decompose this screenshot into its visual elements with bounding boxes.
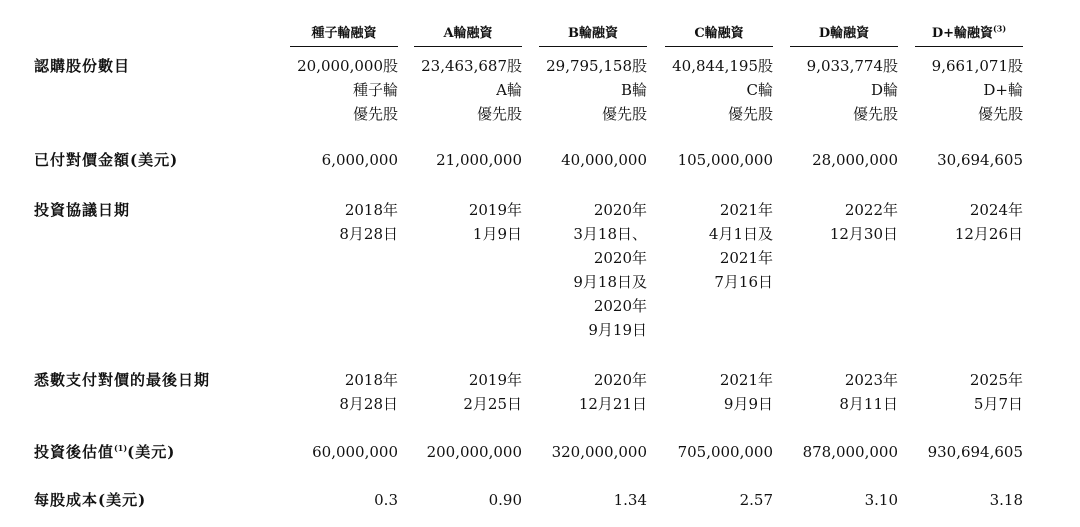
- cell-line: 930,694,605: [927, 443, 1023, 461]
- cell-line: 7月16日: [714, 273, 773, 291]
- cell-line: C輪: [746, 81, 773, 99]
- cell-line: 0.90: [488, 491, 522, 509]
- table-cell: [778, 198, 898, 246]
- column-header: [539, 24, 647, 47]
- cell-line: 20,000,000股: [297, 57, 398, 75]
- column-header-label: B輪融資: [568, 26, 618, 41]
- column-header: [915, 24, 1023, 47]
- table-cell: [527, 368, 647, 416]
- table-cell: [778, 440, 898, 464]
- row-label-suffix: (美元): [127, 443, 176, 461]
- table-cell: [903, 488, 1023, 512]
- cell-line: 8月28日: [339, 395, 398, 413]
- table-cell: [527, 198, 647, 342]
- cell-line: 8月11日: [839, 395, 898, 413]
- cell-line: 60,000,000: [312, 443, 398, 461]
- footnote-marker: (1): [114, 443, 128, 453]
- cell-line: 種子輪: [352, 81, 398, 99]
- cell-line: 3.10: [864, 491, 898, 509]
- cell-line: 23,463,687股: [421, 57, 522, 75]
- row-label: [34, 368, 210, 392]
- table-cell: [278, 488, 398, 512]
- table-cell: [778, 54, 898, 126]
- table-cell: [653, 440, 773, 464]
- cell-line: 優先股: [852, 105, 898, 123]
- column-header-label: D+輪融資: [931, 26, 994, 41]
- cell-line: 優先股: [977, 105, 1023, 123]
- table-cell: [527, 148, 647, 172]
- cell-line: D輪: [870, 81, 898, 99]
- table-cell: [402, 440, 522, 464]
- cell-line: 3月18日、: [573, 225, 647, 243]
- column-header: [790, 24, 898, 47]
- cell-line: 3.18: [989, 491, 1023, 509]
- table-cell: [278, 368, 398, 416]
- cell-line: 2025年: [969, 371, 1023, 389]
- row-label: [34, 148, 178, 172]
- table-cell: [527, 54, 647, 126]
- cell-line: 2021年: [719, 249, 773, 267]
- cell-line: 200,000,000: [426, 443, 522, 461]
- cell-line: 705,000,000: [677, 443, 773, 461]
- column-header-label: 種子輪融資: [311, 26, 377, 41]
- cell-line: 優先股: [727, 105, 773, 123]
- cell-line: 優先股: [352, 105, 398, 123]
- row-label: [34, 440, 175, 464]
- cell-line: 2019年: [468, 201, 522, 219]
- cell-line: 8月28日: [339, 225, 398, 243]
- cell-line: 28,000,000: [812, 151, 898, 169]
- column-header-label: D輪融資: [818, 26, 870, 41]
- cell-line: 105,000,000: [677, 151, 773, 169]
- table-cell: [903, 198, 1023, 246]
- table-cell: [278, 440, 398, 464]
- cell-line: 12月26日: [954, 225, 1023, 243]
- cell-line: 9,661,071股: [931, 57, 1023, 75]
- cell-line: 4月1日及: [708, 225, 773, 243]
- cell-line: 優先股: [476, 105, 522, 123]
- cell-line: 2020年: [593, 249, 647, 267]
- cell-line: 5月7日: [973, 395, 1023, 413]
- table-cell: [402, 148, 522, 172]
- cell-line: 40,000,000: [561, 151, 647, 169]
- table-cell: [653, 368, 773, 416]
- row-label-text: 投資協議日期: [34, 201, 131, 219]
- column-header-label: A輪融資: [443, 26, 493, 41]
- cell-line: 1.34: [613, 491, 647, 509]
- table-cell: [402, 198, 522, 246]
- row-label-text: 悉數支付對價的最後日期: [34, 371, 211, 389]
- column-header: [290, 24, 398, 47]
- cell-line: 2021年: [719, 371, 773, 389]
- cell-line: 9月18日及: [573, 273, 647, 291]
- table-cell: [653, 198, 773, 294]
- cell-line: B輪: [620, 81, 647, 99]
- column-header-label: C輪融資: [694, 26, 744, 41]
- footnote-marker: (3): [993, 23, 1007, 34]
- cell-line: 優先股: [601, 105, 647, 123]
- cell-line: 2月25日: [463, 395, 522, 413]
- table-cell: [778, 148, 898, 172]
- row-label: [34, 54, 130, 78]
- table-cell: [903, 368, 1023, 416]
- cell-line: 2022年: [844, 201, 898, 219]
- cell-line: 2020年: [593, 371, 647, 389]
- table-cell: [653, 488, 773, 512]
- cell-line: 6,000,000: [321, 151, 398, 169]
- cell-line: 2020年: [593, 201, 647, 219]
- table-cell: [402, 368, 522, 416]
- cell-line: 30,694,605: [937, 151, 1023, 169]
- table-cell: [653, 54, 773, 126]
- table-cell: [278, 198, 398, 246]
- cell-line: 1月9日: [472, 225, 522, 243]
- cell-line: 2023年: [844, 371, 898, 389]
- table-cell: [402, 54, 522, 126]
- table-cell: [778, 368, 898, 416]
- column-header: [414, 24, 522, 47]
- table-cell: [278, 148, 398, 172]
- cell-line: D+輪: [983, 81, 1023, 99]
- cell-line: 2.57: [739, 491, 773, 509]
- cell-line: 29,795,158股: [546, 57, 647, 75]
- cell-line: 9,033,774股: [806, 57, 898, 75]
- table-cell: [653, 148, 773, 172]
- table-cell: [402, 488, 522, 512]
- cell-line: 878,000,000: [802, 443, 898, 461]
- cell-line: 2024年: [969, 201, 1023, 219]
- row-label-text: 已付對價金額(美元): [34, 151, 179, 169]
- row-label: [34, 198, 130, 222]
- cell-line: 21,000,000: [436, 151, 522, 169]
- cell-line: 2021年: [719, 201, 773, 219]
- cell-line: 320,000,000: [551, 443, 647, 461]
- cell-line: 2018年: [344, 371, 398, 389]
- row-label-text: 投資後估值: [34, 443, 115, 461]
- cell-line: 12月21日: [578, 395, 647, 413]
- cell-line: 2018年: [344, 201, 398, 219]
- cell-line: 40,844,195股: [672, 57, 773, 75]
- cell-line: 9月19日: [588, 321, 647, 339]
- table-cell: [903, 148, 1023, 172]
- row-label-text: 認購股份數目: [34, 57, 131, 75]
- cell-line: A輪: [496, 81, 522, 99]
- cell-line: 9月9日: [723, 395, 773, 413]
- cell-line: 12月30日: [829, 225, 898, 243]
- table-cell: [278, 54, 398, 126]
- cell-line: 0.3: [374, 491, 398, 509]
- table-cell: [778, 488, 898, 512]
- row-label-text: 每股成本(美元): [34, 491, 147, 509]
- table-cell: [903, 440, 1023, 464]
- cell-line: 2020年: [593, 297, 647, 315]
- row-label: [34, 488, 146, 512]
- table-cell: [527, 488, 647, 512]
- table-cell: [527, 440, 647, 464]
- cell-line: 2019年: [468, 371, 522, 389]
- column-header: [665, 24, 773, 47]
- table-cell: [903, 54, 1023, 126]
